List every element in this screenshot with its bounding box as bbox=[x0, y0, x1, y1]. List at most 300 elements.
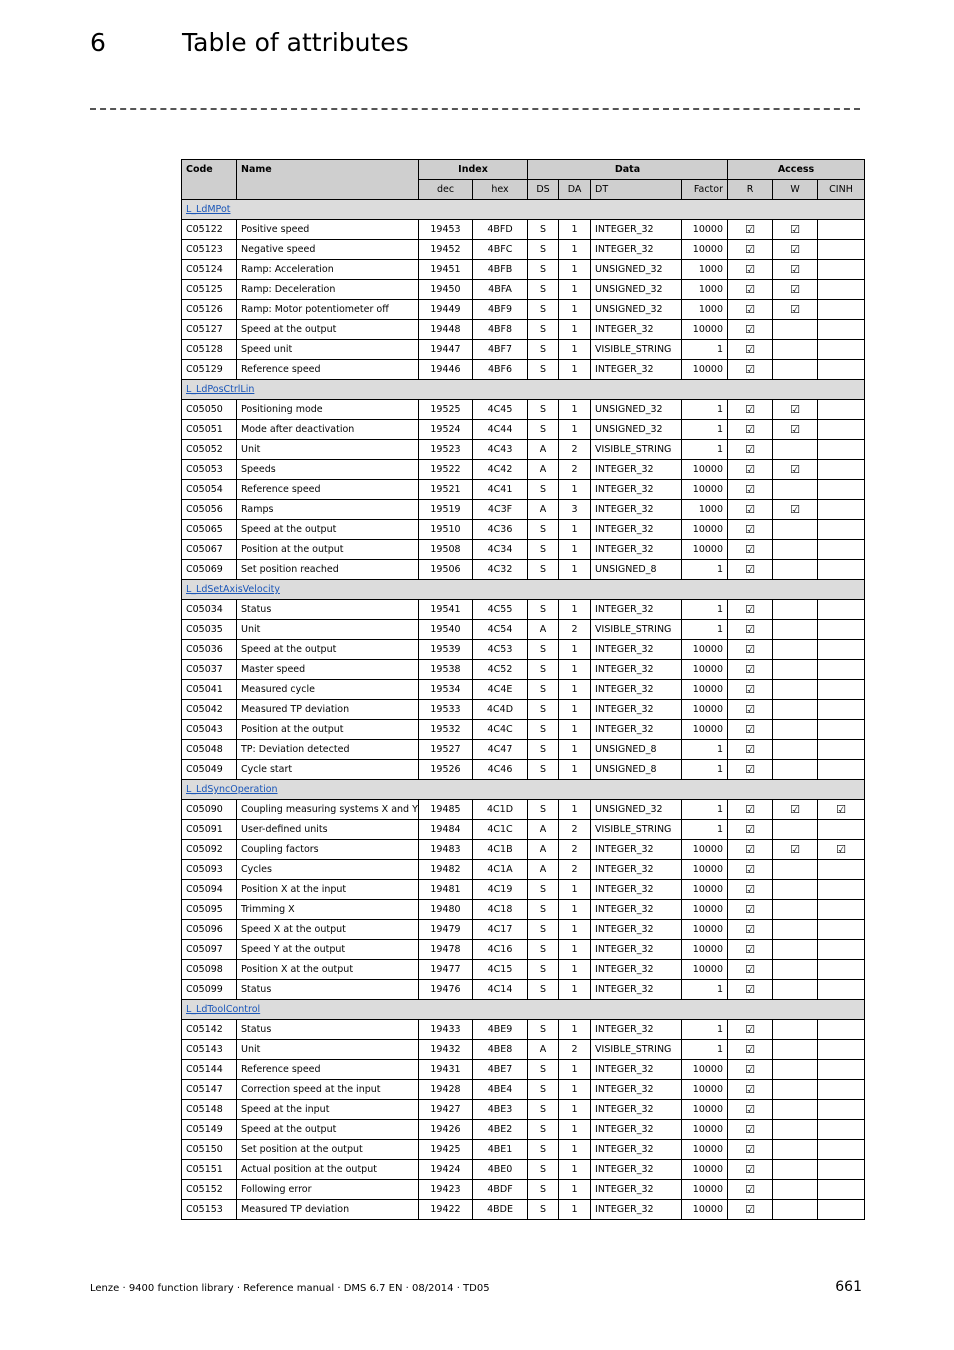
hex-cell: 4C55 bbox=[473, 600, 528, 620]
da-cell: 1 bbox=[559, 1160, 591, 1180]
hex-cell: 4BE8 bbox=[473, 1040, 528, 1060]
checked-box-icon: ☑ bbox=[745, 1043, 755, 1056]
code-cell: C05126 bbox=[182, 300, 237, 320]
dec-cell: 19539 bbox=[419, 640, 473, 660]
factor-cell: 1000 bbox=[682, 280, 728, 300]
ds-cell: A bbox=[528, 500, 559, 520]
name-cell: Ramp: Deceleration bbox=[237, 280, 419, 300]
dt-cell: INTEGER_32 bbox=[591, 520, 682, 540]
name-cell: Ramps bbox=[237, 500, 419, 520]
dec-cell: 19431 bbox=[419, 1060, 473, 1080]
checked-box-icon: ☑ bbox=[745, 543, 755, 556]
ds-cell: S bbox=[528, 280, 559, 300]
group-link[interactable]: L_LdToolControl bbox=[186, 1004, 261, 1015]
checked-box-icon: ☑ bbox=[745, 1063, 755, 1076]
checked-box-icon: ☑ bbox=[745, 323, 755, 336]
checked-box-icon: ☑ bbox=[745, 423, 755, 436]
access-r-cell bbox=[728, 800, 773, 820]
table-row bbox=[182, 900, 865, 920]
checked-box-icon: ☑ bbox=[745, 983, 755, 996]
access-r-cell bbox=[728, 1060, 773, 1080]
checked-box-icon: ☑ bbox=[745, 803, 755, 816]
code-cell: C05048 bbox=[182, 740, 237, 760]
dt-cell: UNSIGNED_32 bbox=[591, 260, 682, 280]
name-cell: Ramp: Motor potentiometer off bbox=[237, 300, 419, 320]
dec-cell: 19479 bbox=[419, 920, 473, 940]
checked-box-icon: ☑ bbox=[745, 823, 755, 836]
hex-cell: 4C42 bbox=[473, 460, 528, 480]
dt-cell: INTEGER_32 bbox=[591, 660, 682, 680]
code-cell: C05143 bbox=[182, 1040, 237, 1060]
access-w-cell bbox=[773, 700, 818, 720]
access-cinh-cell bbox=[818, 640, 865, 660]
factor-cell: 1 bbox=[682, 600, 728, 620]
da-cell: 1 bbox=[559, 760, 591, 780]
name-cell: TP: Deviation detected bbox=[237, 740, 419, 760]
factor-cell: 10000 bbox=[682, 660, 728, 680]
name-cell: Coupling measuring systems X and Y bbox=[237, 800, 419, 820]
name-cell: Cycle start bbox=[237, 760, 419, 780]
ds-cell: S bbox=[528, 400, 559, 420]
dec-cell: 19423 bbox=[419, 1180, 473, 1200]
dt-cell: VISIBLE_STRING bbox=[591, 620, 682, 640]
name-cell: Position at the output bbox=[237, 540, 419, 560]
dec-cell: 19485 bbox=[419, 800, 473, 820]
factor-cell: 10000 bbox=[682, 860, 728, 880]
ds-cell: S bbox=[528, 1020, 559, 1040]
header-data: Data bbox=[528, 160, 728, 180]
name-cell: Coupling factors bbox=[237, 840, 419, 860]
access-cinh-cell bbox=[818, 440, 865, 460]
checked-box-icon: ☑ bbox=[745, 1143, 755, 1156]
code-cell: C05098 bbox=[182, 960, 237, 980]
access-r-cell bbox=[728, 840, 773, 860]
hex-cell: 4C15 bbox=[473, 960, 528, 980]
checked-box-icon: ☑ bbox=[745, 743, 755, 756]
ds-cell: A bbox=[528, 820, 559, 840]
access-cinh-cell bbox=[818, 560, 865, 580]
access-cinh-cell bbox=[818, 1200, 865, 1220]
ds-cell: S bbox=[528, 760, 559, 780]
da-cell: 1 bbox=[559, 420, 591, 440]
access-r-cell bbox=[728, 1100, 773, 1120]
name-cell: Position X at the input bbox=[237, 880, 419, 900]
checked-box-icon: ☑ bbox=[836, 843, 846, 856]
da-cell: 1 bbox=[559, 320, 591, 340]
access-w-cell bbox=[773, 360, 818, 380]
access-w-cell bbox=[773, 920, 818, 940]
dt-cell: INTEGER_32 bbox=[591, 880, 682, 900]
ds-cell: S bbox=[528, 1180, 559, 1200]
access-r-cell bbox=[728, 640, 773, 660]
access-r-cell bbox=[728, 620, 773, 640]
code-cell: C05093 bbox=[182, 860, 237, 880]
access-w-cell bbox=[773, 260, 818, 280]
hex-cell: 4BFD bbox=[473, 220, 528, 240]
dec-cell: 19482 bbox=[419, 860, 473, 880]
checked-box-icon: ☑ bbox=[790, 283, 800, 296]
dec-cell: 19478 bbox=[419, 940, 473, 960]
access-w-cell bbox=[773, 860, 818, 880]
dt-cell: VISIBLE_STRING bbox=[591, 1040, 682, 1060]
name-cell: Correction speed at the input bbox=[237, 1080, 419, 1100]
table-row bbox=[182, 460, 865, 480]
group-row bbox=[182, 580, 865, 600]
group-link[interactable]: L_LdPosCtrlLin bbox=[186, 384, 255, 395]
dt-cell: INTEGER_32 bbox=[591, 720, 682, 740]
hex-cell: 4BE9 bbox=[473, 1020, 528, 1040]
dt-cell: INTEGER_32 bbox=[591, 680, 682, 700]
table-row bbox=[182, 620, 865, 640]
da-cell: 1 bbox=[559, 540, 591, 560]
factor-cell: 10000 bbox=[682, 940, 728, 960]
checked-box-icon: ☑ bbox=[790, 263, 800, 276]
table-row bbox=[182, 960, 865, 980]
ds-cell: S bbox=[528, 1140, 559, 1160]
access-cinh-cell bbox=[818, 460, 865, 480]
ds-cell: A bbox=[528, 840, 559, 860]
group-row bbox=[182, 380, 865, 400]
access-r-cell bbox=[728, 920, 773, 940]
table-row bbox=[182, 420, 865, 440]
access-r-cell bbox=[728, 700, 773, 720]
group-cell bbox=[182, 380, 865, 400]
access-cinh-cell bbox=[818, 860, 865, 880]
factor-cell: 10000 bbox=[682, 1120, 728, 1140]
name-cell: User-defined units bbox=[237, 820, 419, 840]
dt-cell: INTEGER_32 bbox=[591, 640, 682, 660]
code-cell: C05128 bbox=[182, 340, 237, 360]
da-cell: 1 bbox=[559, 1100, 591, 1120]
factor-cell: 10000 bbox=[682, 720, 728, 740]
da-cell: 1 bbox=[559, 920, 591, 940]
factor-cell: 10000 bbox=[682, 880, 728, 900]
hex-cell: 4C46 bbox=[473, 760, 528, 780]
dec-cell: 19533 bbox=[419, 700, 473, 720]
ds-cell: S bbox=[528, 880, 559, 900]
access-w-cell bbox=[773, 220, 818, 240]
access-cinh-cell bbox=[818, 820, 865, 840]
table-row bbox=[182, 360, 865, 380]
name-cell: Actual position at the output bbox=[237, 1160, 419, 1180]
access-cinh-cell bbox=[818, 1140, 865, 1160]
dt-cell: INTEGER_32 bbox=[591, 360, 682, 380]
dec-cell: 19526 bbox=[419, 760, 473, 780]
dt-cell: INTEGER_32 bbox=[591, 1180, 682, 1200]
da-cell: 2 bbox=[559, 460, 591, 480]
code-cell: C05092 bbox=[182, 840, 237, 860]
hex-cell: 4C18 bbox=[473, 900, 528, 920]
factor-cell: 10000 bbox=[682, 1140, 728, 1160]
access-cinh-cell bbox=[818, 1180, 865, 1200]
dt-cell: INTEGER_32 bbox=[591, 1020, 682, 1040]
checked-box-icon: ☑ bbox=[745, 443, 755, 456]
code-cell: C05142 bbox=[182, 1020, 237, 1040]
checked-box-icon: ☑ bbox=[745, 843, 755, 856]
access-r-cell bbox=[728, 860, 773, 880]
table-row bbox=[182, 400, 865, 420]
da-cell: 1 bbox=[559, 260, 591, 280]
access-r-cell bbox=[728, 680, 773, 700]
access-w-cell bbox=[773, 460, 818, 480]
access-w-cell bbox=[773, 900, 818, 920]
dec-cell: 19477 bbox=[419, 960, 473, 980]
ds-cell: S bbox=[528, 220, 559, 240]
access-w-cell bbox=[773, 520, 818, 540]
factor-cell: 10000 bbox=[682, 680, 728, 700]
dec-cell: 19447 bbox=[419, 340, 473, 360]
ds-cell: S bbox=[528, 1100, 559, 1120]
name-cell: Speed Y at the output bbox=[237, 940, 419, 960]
code-cell: C05123 bbox=[182, 240, 237, 260]
factor-cell: 10000 bbox=[682, 840, 728, 860]
access-cinh-cell bbox=[818, 900, 865, 920]
dt-cell: INTEGER_32 bbox=[591, 1060, 682, 1080]
code-cell: C05150 bbox=[182, 1140, 237, 1160]
da-cell: 1 bbox=[559, 720, 591, 740]
header-dec: dec bbox=[419, 180, 473, 200]
da-cell: 1 bbox=[559, 940, 591, 960]
checked-box-icon: ☑ bbox=[790, 843, 800, 856]
access-cinh-cell bbox=[818, 260, 865, 280]
footer-publication: Lenze · 9400 function library · Reference manual · DMS 6.7 EN · 08/2014 · TD05 bbox=[90, 1283, 490, 1294]
da-cell: 1 bbox=[559, 740, 591, 760]
da-cell: 1 bbox=[559, 900, 591, 920]
checked-box-icon: ☑ bbox=[745, 1123, 755, 1136]
code-cell: C05097 bbox=[182, 940, 237, 960]
checked-box-icon: ☑ bbox=[745, 723, 755, 736]
factor-cell: 10000 bbox=[682, 960, 728, 980]
table-row bbox=[182, 440, 865, 460]
code-cell: C05099 bbox=[182, 980, 237, 1000]
da-cell: 1 bbox=[559, 300, 591, 320]
dt-cell: INTEGER_32 bbox=[591, 480, 682, 500]
dt-cell: UNSIGNED_32 bbox=[591, 420, 682, 440]
table-row bbox=[182, 980, 865, 1000]
factor-cell: 1 bbox=[682, 820, 728, 840]
name-cell: Reference speed bbox=[237, 360, 419, 380]
hex-cell: 4C1A bbox=[473, 860, 528, 880]
table-row bbox=[182, 320, 865, 340]
access-r-cell bbox=[728, 340, 773, 360]
dt-cell: VISIBLE_STRING bbox=[591, 820, 682, 840]
ds-cell: S bbox=[528, 700, 559, 720]
code-cell: C05065 bbox=[182, 520, 237, 540]
factor-cell: 10000 bbox=[682, 1080, 728, 1100]
table-row bbox=[182, 1200, 865, 1220]
name-cell: Positive speed bbox=[237, 220, 419, 240]
checked-box-icon: ☑ bbox=[745, 1023, 755, 1036]
factor-cell: 1 bbox=[682, 340, 728, 360]
dec-cell: 19506 bbox=[419, 560, 473, 580]
checked-box-icon: ☑ bbox=[745, 563, 755, 576]
factor-cell: 10000 bbox=[682, 640, 728, 660]
code-cell: C05043 bbox=[182, 720, 237, 740]
ds-cell: S bbox=[528, 1060, 559, 1080]
access-w-cell bbox=[773, 820, 818, 840]
table-row bbox=[182, 540, 865, 560]
ds-cell: S bbox=[528, 260, 559, 280]
ds-cell: A bbox=[528, 1040, 559, 1060]
name-cell: Mode after deactivation bbox=[237, 420, 419, 440]
checked-box-icon: ☑ bbox=[745, 483, 755, 496]
table-row bbox=[182, 1080, 865, 1100]
da-cell: 1 bbox=[559, 340, 591, 360]
table-row bbox=[182, 220, 865, 240]
access-w-cell bbox=[773, 880, 818, 900]
da-cell: 1 bbox=[559, 520, 591, 540]
access-r-cell bbox=[728, 320, 773, 340]
da-cell: 1 bbox=[559, 220, 591, 240]
access-r-cell bbox=[728, 1180, 773, 1200]
code-cell: C05096 bbox=[182, 920, 237, 940]
access-r-cell bbox=[728, 980, 773, 1000]
da-cell: 1 bbox=[559, 360, 591, 380]
factor-cell: 10000 bbox=[682, 1200, 728, 1220]
name-cell: Position at the output bbox=[237, 720, 419, 740]
access-cinh-cell bbox=[818, 940, 865, 960]
access-w-cell bbox=[773, 980, 818, 1000]
access-r-cell bbox=[728, 760, 773, 780]
header-hex: hex bbox=[473, 180, 528, 200]
factor-cell: 10000 bbox=[682, 220, 728, 240]
access-cinh-cell bbox=[818, 240, 865, 260]
ds-cell: S bbox=[528, 520, 559, 540]
hex-cell: 4C52 bbox=[473, 660, 528, 680]
dt-cell: VISIBLE_STRING bbox=[591, 440, 682, 460]
code-cell: C05052 bbox=[182, 440, 237, 460]
access-w-cell bbox=[773, 660, 818, 680]
da-cell: 2 bbox=[559, 860, 591, 880]
code-cell: C05124 bbox=[182, 260, 237, 280]
code-cell: C05148 bbox=[182, 1100, 237, 1120]
hex-cell: 4BF6 bbox=[473, 360, 528, 380]
code-cell: C05050 bbox=[182, 400, 237, 420]
checked-box-icon: ☑ bbox=[745, 763, 755, 776]
access-cinh-cell bbox=[818, 480, 865, 500]
code-cell: C05153 bbox=[182, 1200, 237, 1220]
access-r-cell bbox=[728, 220, 773, 240]
access-r-cell bbox=[728, 280, 773, 300]
checked-box-icon: ☑ bbox=[790, 803, 800, 816]
dt-cell: INTEGER_32 bbox=[591, 840, 682, 860]
dt-cell: INTEGER_32 bbox=[591, 500, 682, 520]
dt-cell: INTEGER_32 bbox=[591, 1200, 682, 1220]
access-w-cell bbox=[773, 600, 818, 620]
checked-box-icon: ☑ bbox=[745, 863, 755, 876]
code-cell: C05036 bbox=[182, 640, 237, 660]
access-w-cell bbox=[773, 1160, 818, 1180]
access-r-cell bbox=[728, 240, 773, 260]
access-cinh-cell bbox=[818, 400, 865, 420]
checked-box-icon: ☑ bbox=[745, 683, 755, 696]
table-row bbox=[182, 600, 865, 620]
code-cell: C05037 bbox=[182, 660, 237, 680]
ds-cell: S bbox=[528, 340, 559, 360]
checked-box-icon: ☑ bbox=[745, 883, 755, 896]
table-row bbox=[182, 860, 865, 880]
dt-cell: INTEGER_32 bbox=[591, 900, 682, 920]
dec-cell: 19540 bbox=[419, 620, 473, 640]
dt-cell: INTEGER_32 bbox=[591, 220, 682, 240]
dt-cell: VISIBLE_STRING bbox=[591, 340, 682, 360]
checked-box-icon: ☑ bbox=[745, 303, 755, 316]
access-r-cell bbox=[728, 1040, 773, 1060]
factor-cell: 10000 bbox=[682, 320, 728, 340]
header-cinh: CINH bbox=[818, 180, 865, 200]
code-cell: C05041 bbox=[182, 680, 237, 700]
group-link[interactable]: L_LdSyncOperation bbox=[186, 784, 278, 795]
checked-box-icon: ☑ bbox=[790, 303, 800, 316]
access-r-cell bbox=[728, 1080, 773, 1100]
ds-cell: S bbox=[528, 480, 559, 500]
checked-box-icon: ☑ bbox=[790, 403, 800, 416]
factor-cell: 10000 bbox=[682, 900, 728, 920]
access-r-cell bbox=[728, 400, 773, 420]
name-cell: Speed at the output bbox=[237, 320, 419, 340]
dec-cell: 19483 bbox=[419, 840, 473, 860]
name-cell: Measured cycle bbox=[237, 680, 419, 700]
name-cell: Set position reached bbox=[237, 560, 419, 580]
access-r-cell bbox=[728, 940, 773, 960]
code-cell: C05034 bbox=[182, 600, 237, 620]
group-row bbox=[182, 1000, 865, 1020]
code-cell: C05051 bbox=[182, 420, 237, 440]
factor-cell: 1 bbox=[682, 400, 728, 420]
ds-cell: S bbox=[528, 800, 559, 820]
hex-cell: 4C53 bbox=[473, 640, 528, 660]
table-row bbox=[182, 280, 865, 300]
dec-cell: 19480 bbox=[419, 900, 473, 920]
name-cell: Trimming X bbox=[237, 900, 419, 920]
code-cell: C05042 bbox=[182, 700, 237, 720]
header-divider bbox=[90, 108, 860, 110]
factor-cell: 1 bbox=[682, 560, 728, 580]
checked-box-icon: ☑ bbox=[745, 1203, 755, 1216]
dt-cell: UNSIGNED_32 bbox=[591, 800, 682, 820]
access-w-cell bbox=[773, 540, 818, 560]
access-w-cell bbox=[773, 560, 818, 580]
hex-cell: 4BDF bbox=[473, 1180, 528, 1200]
ds-cell: S bbox=[528, 240, 559, 260]
ds-cell: S bbox=[528, 1200, 559, 1220]
access-w-cell bbox=[773, 1080, 818, 1100]
access-w-cell bbox=[773, 340, 818, 360]
access-cinh-cell bbox=[818, 1120, 865, 1140]
ds-cell: S bbox=[528, 900, 559, 920]
dec-cell: 19422 bbox=[419, 1200, 473, 1220]
access-r-cell bbox=[728, 1020, 773, 1040]
da-cell: 1 bbox=[559, 560, 591, 580]
code-cell: C05152 bbox=[182, 1180, 237, 1200]
factor-cell: 1 bbox=[682, 980, 728, 1000]
access-w-cell bbox=[773, 480, 818, 500]
group-link[interactable]: L_LdMPot bbox=[186, 204, 231, 215]
dec-cell: 19424 bbox=[419, 1160, 473, 1180]
factor-cell: 1 bbox=[682, 1040, 728, 1060]
dt-cell: INTEGER_32 bbox=[591, 1080, 682, 1100]
access-r-cell bbox=[728, 480, 773, 500]
dec-cell: 19446 bbox=[419, 360, 473, 380]
code-cell: C05129 bbox=[182, 360, 237, 380]
access-w-cell bbox=[773, 640, 818, 660]
access-w-cell bbox=[773, 500, 818, 520]
ds-cell: S bbox=[528, 420, 559, 440]
ds-cell: S bbox=[528, 740, 559, 760]
hex-cell: 4BDE bbox=[473, 1200, 528, 1220]
factor-cell: 10000 bbox=[682, 520, 728, 540]
group-link[interactable]: L_LdSetAxisVelocity bbox=[186, 584, 280, 595]
